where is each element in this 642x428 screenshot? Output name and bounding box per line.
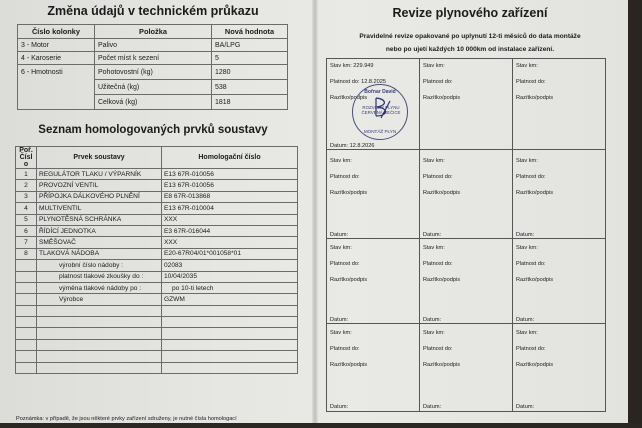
footnote: Poznámka: v případě, že jsou některé prvky zařízení sdruženy, je nutné čísla homologací: [16, 416, 237, 422]
cell-platnost: Platnost do:: [423, 79, 453, 85]
page-fold: [312, 0, 318, 428]
cell-stav-km: Stav km:: [423, 158, 445, 164]
row-number: 7: [16, 237, 37, 248]
background-edge: [628, 0, 642, 428]
cell-razitko: Razítko/podpis: [330, 190, 368, 196]
row-number: 8: [16, 248, 37, 259]
cell-razitko: Razítko/podpis: [330, 362, 368, 368]
change-value: 5: [212, 52, 288, 65]
homologation-table: [15, 146, 298, 374]
cell-stav-km: Stav km:: [423, 245, 445, 251]
subrow-value: 02083: [162, 260, 298, 271]
row-number: 5: [16, 214, 37, 225]
cell-stav-km: Stav km:: [423, 63, 445, 69]
cell-datum: Datum:: [423, 232, 442, 238]
cell-razitko: Razítko/podpis: [423, 95, 461, 101]
empty-row: [16, 317, 298, 328]
empty-row: [16, 351, 298, 362]
changes-title: Změna údajů v technickém průkazu: [47, 4, 259, 18]
row-element: ŘÍDÍCÍ JEDNOTKA: [37, 225, 162, 236]
cell-platnost: Platnost do:: [516, 174, 546, 180]
stamp-mid-text: ROZVODY PLYNU ČERVENÁ ŘEČICE: [361, 105, 401, 115]
cell-stav-km: Stav km:: [516, 330, 538, 336]
cell-razitko: Razítko/podpis: [516, 277, 554, 283]
revision-cell-7: [326, 238, 420, 324]
row-number: 3: [16, 191, 37, 202]
cell-datum: Datum: 12.8.2026: [330, 143, 375, 149]
row-code: E13 67R-010056: [162, 180, 298, 191]
cell-datum: Datum:: [330, 317, 349, 323]
header-homologation-code: Homologační číslo: [162, 147, 298, 169]
subrow-label: platnost tlakové zkoušky do :: [37, 271, 162, 282]
row-code: E13 67R-010004: [162, 203, 298, 214]
empty-row: [16, 339, 298, 350]
row-number-empty: [16, 271, 37, 282]
cell-datum: Datum:: [516, 232, 535, 238]
revision-cell-5: [419, 149, 513, 239]
cell-platnost: Platnost do:: [516, 346, 546, 352]
change-col: 3 - Motor: [18, 39, 95, 52]
cell-razitko: Razítko/podpis: [423, 362, 461, 368]
change-item: Pohotovostní (kg): [95, 65, 212, 80]
row-number: 4: [16, 203, 37, 214]
cell-stav-km: Stav km:: [516, 63, 538, 69]
table-row: [16, 225, 298, 236]
cell-datum: Datum:: [423, 317, 442, 323]
cell-datum: Datum:: [516, 317, 535, 323]
row-number-empty: [16, 260, 37, 271]
subrow-label: výměna tlakové nádoby po :: [37, 282, 162, 293]
row-number-empty: [16, 294, 37, 305]
revision-cell-11: [419, 323, 513, 412]
table-subrow: [16, 260, 298, 271]
change-value: 538: [212, 80, 288, 95]
cell-platnost: Platnost do:: [423, 346, 453, 352]
revision-cell-12: [512, 323, 606, 412]
intro-line-1: Pravidelné revize opakované po uplynutí 12-ti měsíců do data montáže: [359, 33, 581, 40]
revision-cell-6: [512, 149, 606, 239]
row-element: PŘÍPOJKA DÁLKOVÉHO PLNĚNÍ: [37, 191, 162, 202]
cell-razitko: Razítko/podpis: [516, 362, 554, 368]
row-number: 1: [16, 169, 37, 180]
cell-platnost: Platnost do: 12.8.2025: [330, 79, 386, 85]
cell-datum: Datum:: [423, 404, 442, 410]
change-col: 6 - Hmotnosti: [18, 65, 95, 110]
table-row: [16, 237, 298, 248]
cell-stav-km: Stav km:: [516, 158, 538, 164]
header-new-value: Nová hodnota: [212, 25, 288, 39]
table-row: [16, 203, 298, 214]
row-element: SMĚŠOVAČ: [37, 237, 162, 248]
background-bottom: [0, 423, 642, 428]
cell-stav-km: Stav km:: [423, 330, 445, 336]
revision-cell-9: [512, 238, 606, 324]
change-value: BA/LPG: [212, 39, 288, 52]
row-element: MULTIVENTIL: [37, 203, 162, 214]
cell-stav-km: Stav km:: [330, 330, 352, 336]
cell-platnost: Platnost do:: [423, 174, 453, 180]
row-element: REGULÁTOR TLAKU / VÝPARNÍK: [37, 169, 162, 180]
revision-intro: [320, 30, 620, 56]
header-column-number: Číslo kolonky: [18, 25, 95, 39]
table-row: [16, 180, 298, 191]
header-order-1: Poř.: [19, 147, 33, 154]
row-element: PLYNOTĚSNÁ SCHRÁNKA: [37, 214, 162, 225]
row-code: E13 67R-010056: [162, 169, 298, 180]
cell-razitko: Razítko/podpis: [330, 277, 368, 283]
row-code: E8 67R-013868: [162, 191, 298, 202]
table-subrow: [16, 294, 298, 305]
cell-stav-km: Stav km:: [330, 245, 352, 251]
table-subrow: [16, 271, 298, 282]
row-code: XXX: [162, 237, 298, 248]
signature-mark: [372, 96, 394, 120]
cell-stav-km: Stav km:: [516, 245, 538, 251]
revision-title: Revize plynového zařízení: [392, 6, 548, 20]
row-element: TLAKOVÁ NÁDOBA: [37, 248, 162, 259]
table-subrow: [16, 282, 298, 293]
row-number-empty: [16, 282, 37, 293]
stamp-ring-text: Bořnar David: [364, 89, 396, 95]
subrow-value: 10/04/2035: [162, 271, 298, 282]
cell-stav-km: Stav km:: [330, 158, 352, 164]
change-item: Počet míst k sezení: [95, 52, 212, 65]
row-number: 2: [16, 180, 37, 191]
revision-cell-8: [419, 238, 513, 324]
subrow-label: Výrobce: [37, 294, 162, 305]
cell-platnost: Platnost do:: [516, 261, 546, 267]
subrow-label: výrobní číslo nádoby :: [37, 260, 162, 271]
revision-cell-2: [419, 58, 513, 150]
cell-razitko: Razítko/podpis: [330, 95, 368, 101]
cell-platnost: Platnost do:: [330, 174, 360, 180]
header-item: Položka: [95, 25, 212, 39]
cell-razitko: Razítko/podpis: [516, 95, 554, 101]
cell-platnost: Platnost do:: [423, 261, 453, 267]
cell-datum: Datum:: [516, 404, 535, 410]
change-value: 1818: [212, 95, 288, 110]
empty-row: [16, 362, 298, 373]
row-code: E3 67R-016044: [162, 225, 298, 236]
revision-cell-4: [326, 149, 420, 239]
cell-platnost: Platnost do:: [330, 346, 360, 352]
table-row: [16, 169, 298, 180]
empty-row: [16, 328, 298, 339]
homologation-title: Seznam homologovaných prvků soustavy: [38, 124, 268, 136]
header-order-3: o: [23, 161, 29, 168]
change-item: Užitečná (kg): [95, 80, 212, 95]
cell-razitko: Razítko/podpis: [516, 190, 554, 196]
revision-cell-10: [326, 323, 420, 412]
stamp-bottom-text: MONTÁŽ PLYN: [363, 129, 397, 134]
header-order-2: Čísl: [19, 154, 33, 161]
revision-cell-3: [512, 58, 606, 150]
subrow-value: po 10-ti letech: [162, 282, 298, 293]
change-item: Palivo: [95, 39, 212, 52]
table-row: [16, 248, 298, 259]
table-row: [16, 191, 298, 202]
header-order: [16, 147, 37, 169]
cell-datum: Datum:: [330, 232, 349, 238]
cell-stav-km: Stav km: 229.949: [330, 63, 374, 69]
subrow-value: GZWM: [162, 294, 298, 305]
row-code: XXX: [162, 214, 298, 225]
row-code: E20-67R04/01*001058*01: [162, 248, 298, 259]
row-number: 6: [16, 225, 37, 236]
row-element: PROVOZNÍ VENTIL: [37, 180, 162, 191]
header-element: Prvek soustavy: [37, 147, 162, 169]
change-col: 4 - Karoserie: [18, 52, 95, 65]
cell-platnost: Platnost do:: [330, 261, 360, 267]
intro-line-2: nebo po ujetí každých 10 000km od instalace zařízení.: [385, 46, 555, 53]
cell-platnost: Platnost do:: [516, 79, 546, 85]
table-row: [16, 214, 298, 225]
cell-datum: Datum:: [330, 404, 349, 410]
change-value: 1280: [212, 65, 288, 80]
changes-table: [17, 24, 288, 110]
cell-razitko: Razítko/podpis: [423, 190, 461, 196]
change-item: Celková (kg): [95, 95, 212, 110]
empty-row: [16, 305, 298, 316]
cell-razitko: Razítko/podpis: [423, 277, 461, 283]
